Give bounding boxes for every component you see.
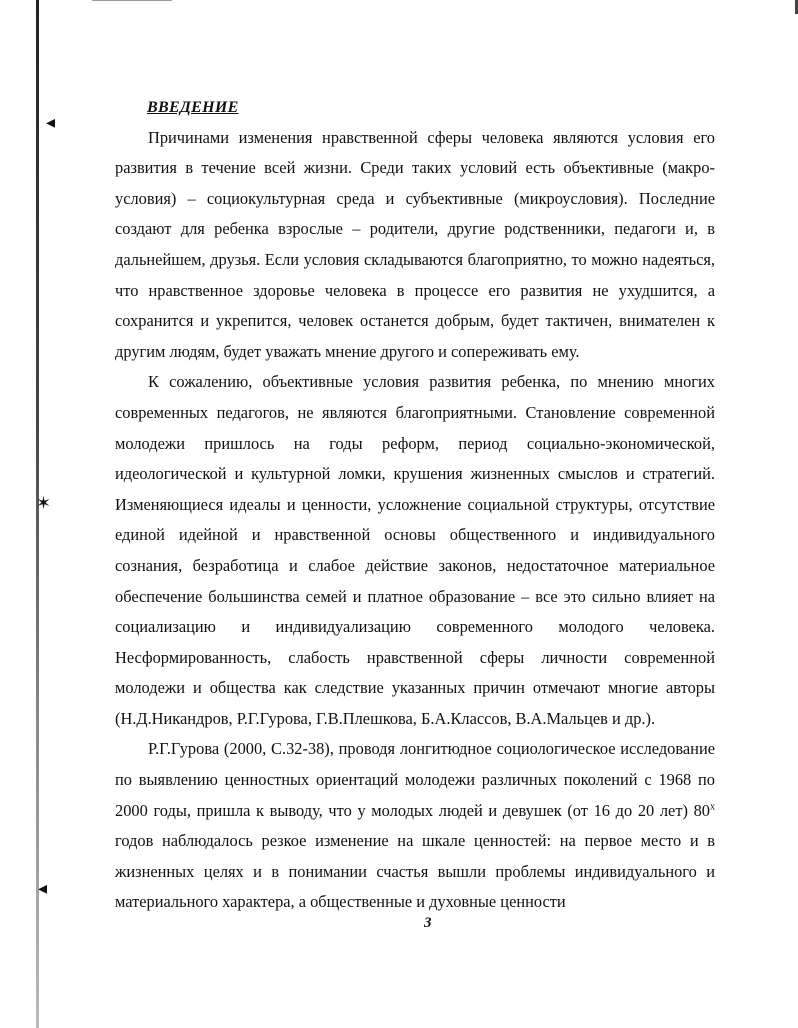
scan-left-edge bbox=[36, 0, 39, 1028]
binding-hole-mark-icon: ✶ bbox=[36, 493, 52, 513]
paragraph-3-text-start: Р.Г.Гурова (2000, С.32-38), проводя лонгитюдное социологическое исследование по выявлению ценностных ориентаций молодежи различных поколений с 1968 по 2000 годы, пришла к выводу, что у молодых людей и девушек (от 16 до 20 лет) 80 bbox=[115, 739, 715, 820]
paragraph-1: Причинами изменения нравственной сферы человека являются условия его развития в течение всей жизни. Среди таких условий есть объективные (макро-условия) – социокультурная среда и субъективные (микроусловия). Последние создают для ребенка взрослые – родители, другие родственники, педагоги и, в дальнейшем, друзья. Если условия складываются благоприятно, то можно надеяться, что нравственное здоровье человека в процессе его развития не ухудшится, а сохранится и укрепится, человек останется добрым, будет тактичен, внимателен к другим людям, будет уважать мнение другого и сопереживать ему. bbox=[115, 127, 715, 361]
superscript: х bbox=[710, 801, 715, 813]
section-heading: ВВЕДЕНИЕ bbox=[147, 99, 239, 116]
paragraph-3-text-end: годов наблюдалось резкое изменение на шкале ценностей: на первое место и в жизненных целях и в понимании счастья вышли проблемы индивидуального и материального характера, а общественные и духовные ценности bbox=[115, 831, 715, 912]
scan-top-edge bbox=[92, 0, 172, 1]
binding-hole-mark-icon: ◂ bbox=[38, 878, 48, 898]
paragraph-2: К сожалению, объективные условия развития ребенка, по мнению многих современных педагогов, не являются благоприятными. Становление современной молодежи пришлось на годы реформ, период социально-экономической, идеологической и культурной ломки, крушения жизненных смыслов и стратегий. Изменяющиеся идеалы и ценности, усложнение социальной структуры, отсутствие единой идейной и нравственной основы общественного и индивидуального сознания, безработица и слабое действие законов, недостаточное материальное обеспечение большинства семей и платное образование – все это сильно влияет на социализацию и индивидуализацию современного молодого человека. Несформированность, слабость нравственной сферы личности современной молодежи и общества как следствие указанных причин отмечают многие авторы (Н.Д.Никандров, Р.Г.Гурова, Г.В.Плешкова, Б.А.Классов, В.А.Мальцев и др.). bbox=[115, 372, 715, 728]
page-number: 3 bbox=[424, 915, 432, 931]
document-page bbox=[115, 93, 715, 918]
binding-hole-mark-icon: ◂ bbox=[46, 112, 56, 132]
paragraph-3 bbox=[115, 734, 715, 918]
